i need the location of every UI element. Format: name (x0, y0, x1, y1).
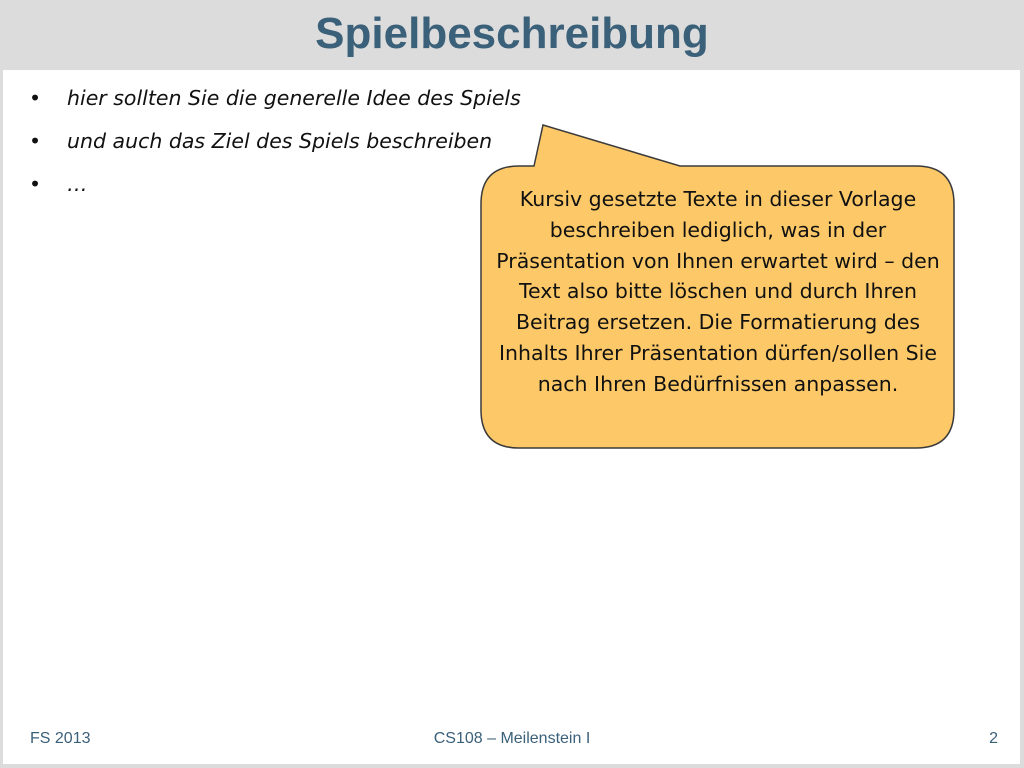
footer-page-number: 2 (989, 730, 998, 747)
bullet-text: hier sollten Sie die generelle Idee des Spiels (67, 86, 521, 110)
bullet-marker: • (29, 172, 42, 196)
bullet-marker: • (29, 86, 42, 110)
bullet-marker: • (29, 129, 42, 153)
footer-course: CS108 – Meilenstein I (433, 730, 591, 747)
footer-date: FS 2013 (30, 730, 91, 747)
callout-text: Kursiv gesetzte Texte in dieser Vorlage beschreiben lediglich, was in der Präsentation von Ihnen erwartet wird – den Text also bitte löschen und durch Ihren Beitrag ersetzen. Die Formatierung des Inhalts Ihrer Präsentation dürfen/sollen Sie nach Ihren Bedürfnissen anpassen. (496, 187, 940, 396)
slide-title: Spielbeschreibung (315, 9, 709, 58)
bullet-text: … (67, 172, 88, 196)
bullet-text: und auch das Ziel des Spiels beschreiben (67, 129, 493, 153)
